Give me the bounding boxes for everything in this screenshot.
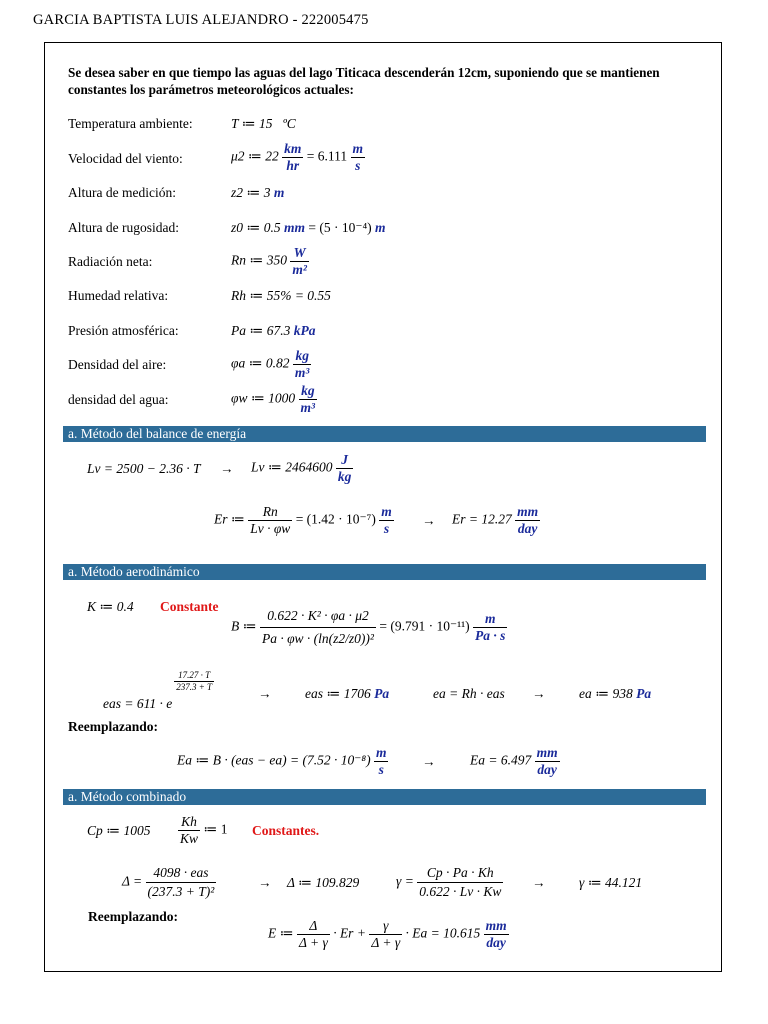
param-label-air-density: Densidad del aire: [68,357,167,372]
kh-kw-ratio: $\frac{Kh}{Kw}$ ≔ 1 [180,814,228,846]
constant-note: Constante [160,599,219,614]
param-expr-wind: μ2 ≔ 22 $\frac{km}{hr}$ = 6.111 $\frac{m}{s}$ [231,141,364,173]
delta-formula: Δ = $\frac{\text{4098 · eas}}{\text{(237.3 + T)²}}$ [122,865,215,899]
problem-statement: Se desea saber en que tiempo las aguas del lago Titicaca descenderán 12cm, suponiendo que se mantienen constantes los parámetros meteorológicos actuales: [68,65,660,97]
delta-result: Δ ≔ 109.829 [287,875,360,890]
section-energy-balance: a. Método del balance de energía [63,426,706,442]
arrow-icon: → [422,754,436,769]
er-formula: Er ≔ $\frac{Rn}{Lv \cdot \varphi w}$ = (1.42 · 10⁻⁷) $\frac{m}{s}$ [214,504,392,536]
replace-label-combined: Reemplazando: [88,909,178,924]
er-result: Er = 12.27 $\frac{mm}{\text{day}}$ [452,504,539,536]
constants-note: Constantes. [252,823,320,838]
arrow-icon: → [422,513,436,528]
param-expr-pressure: Pa ≔ 67.3 kPa [231,323,316,338]
param-expr-radiation: Rn ≔ 350 $\frac{W}{\text{m²}}$ [231,245,307,277]
ea-formula: ea = Rh · eas [433,686,505,701]
ea-result: ea ≔ 938 Pa [579,686,652,701]
lv-result: Lv ≔ 2464600 $\frac{J}{kg}$ [251,452,352,484]
arrow-icon: → [220,461,234,476]
k-constant: K ≔ 0.4 [87,599,134,614]
Ea-result: Ea = 6.497 $\frac{mm}{\text{day}}$ [470,745,558,777]
arrow-icon: → [258,875,272,890]
cp-constant: Cp ≔ 1005 [87,823,151,838]
section-aerodynamic: a. Método aerodinámico [63,564,706,580]
gamma-result: γ ≔ 44.121 [579,875,643,890]
eas-formula: eas = 611 · e $\frac{17.27 \cdot T}{237.3 + T}$ [103,670,213,711]
arrow-icon: → [258,686,272,701]
lv-formula: Lv = 2500 − 2.36 · T [87,461,201,476]
param-expr-humidity: Rh ≔ 55% = 0.55 [231,288,331,303]
arrow-icon: → [532,875,546,890]
document-header: GARCIA BAPTISTA LUIS ALEJANDRO - 222005475 [33,12,369,28]
param-label-water-density: densidad del agua: [68,392,169,407]
e-formula: E ≔ $\frac{\Delta}{\Delta + \gamma}$ · Er + $\frac{\gamma}{\Delta + \gamma}$ · Ea = 10.615 $\frac{mm}{\text{day}}$ [268,918,507,950]
eas-result: eas ≔ 1706 Pa [305,686,390,701]
section-combined: a. Método combinado [63,789,706,805]
param-expr-air-density: φa ≔ 0.82 $\frac{kg}{\text{m³}}$ [231,348,310,380]
replace-label: Reemplazando: [68,719,158,734]
arrow-icon: → [532,686,546,701]
Ea-formula: Ea ≔ B · (eas − ea) = (7.52 · 10⁻⁸) $\frac{m}{s}$ [177,745,387,777]
param-expr-water-density: φw ≔ 1000 $\frac{kg}{\text{m³}}$ [231,383,316,415]
param-expr-roughness: z0 ≔ 0.5 mm = (5 · 10⁻⁴) m [231,220,386,235]
gamma-formula: γ = $\frac{Cp \cdot Pa \cdot Kh}{0.622 \cdot Lv \cdot Kw}$ [396,865,502,899]
param-label-measure-height: Altura de medición: [68,185,176,200]
b-formula: B ≔ $\frac{\text{0.622 · K² · φa · μ2}}{\text{Pa · φw · (ln(z2/z0))²}}$ = (9.791 · 10⁻¹¹) $\frac{m}{Pa \cdot s}$ [231,605,507,650]
param-expr-measure-height: z2 ≔ 3 m [231,185,285,200]
param-label-pressure: Presión atmosférica: [68,323,179,338]
param-label-wind: Velocidad del viento: [68,151,183,166]
param-label-roughness: Altura de rugosidad: [68,220,179,235]
param-label-humidity: Humedad relativa: [68,288,169,303]
param-label-temperature: Temperatura ambiente: [68,116,193,131]
param-expr-temperature: T ≔ 15 ºC [231,116,296,131]
param-label-radiation: Radiación neta: [68,254,153,269]
